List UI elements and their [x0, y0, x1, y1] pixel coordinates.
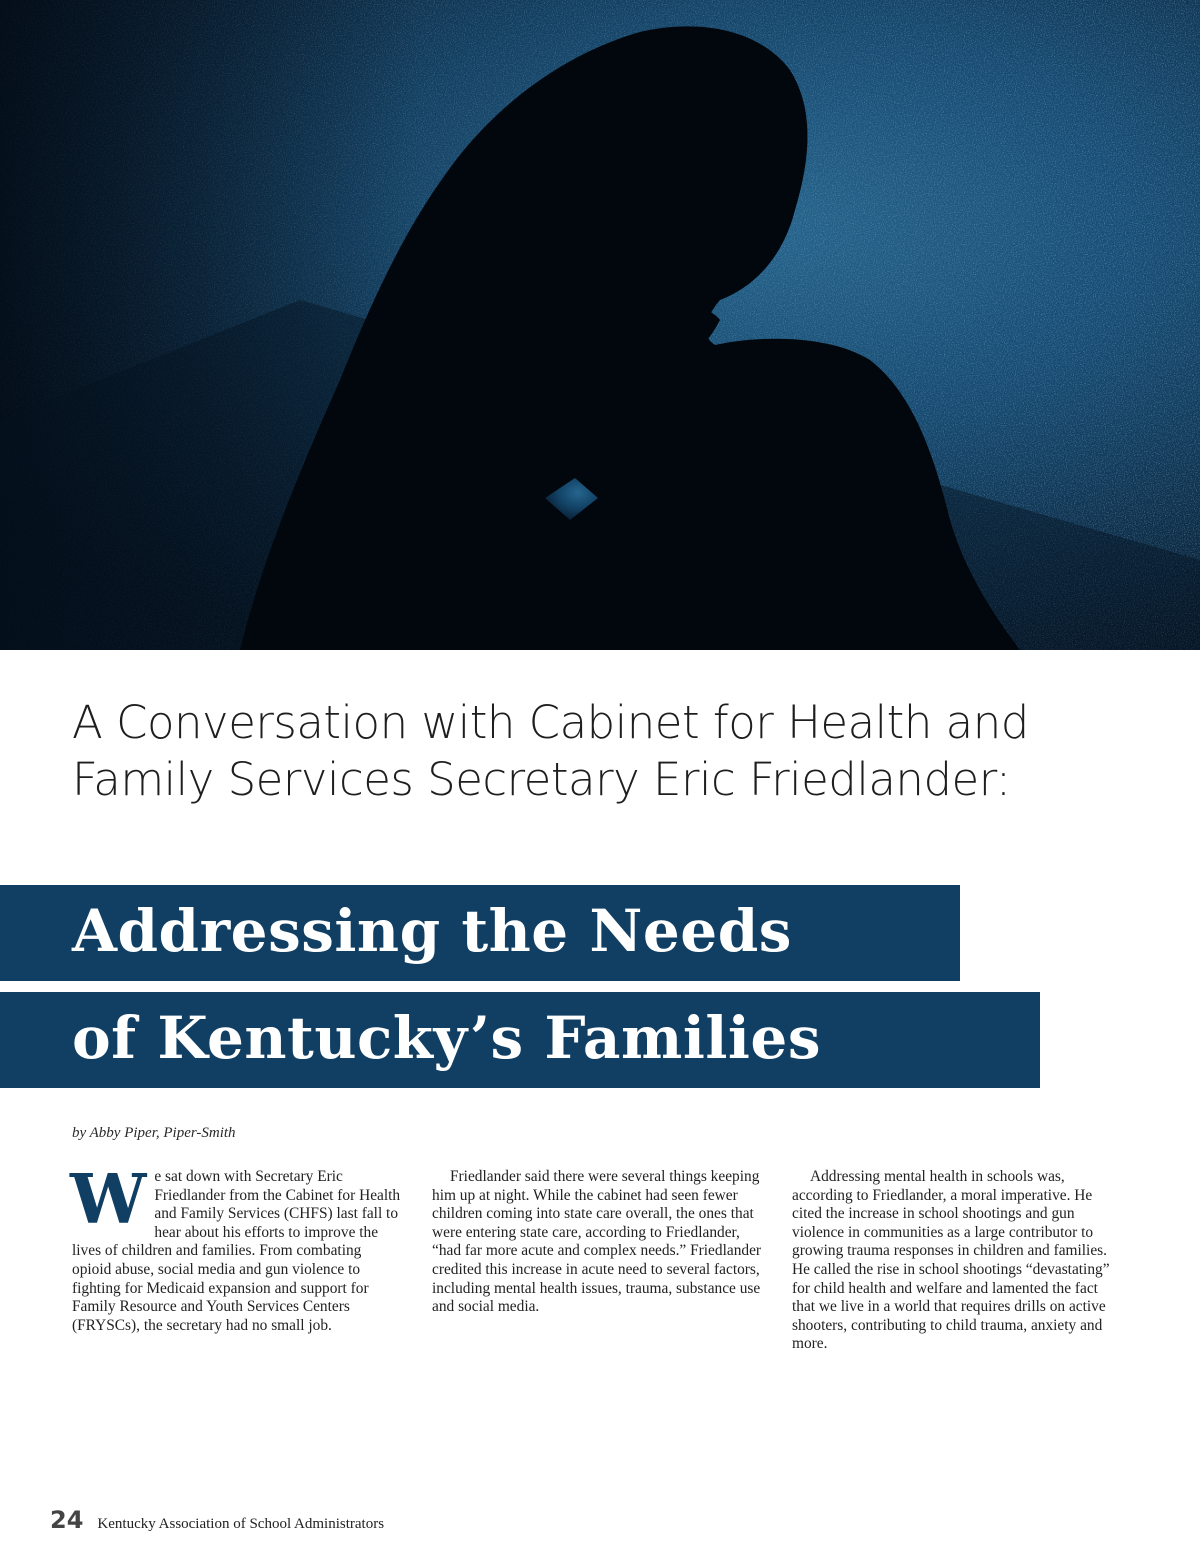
- article-column-2: [432, 1168, 762, 1317]
- article-column-3: [792, 1168, 1122, 1354]
- headline-line-2: of Kentucky’s Families: [72, 1004, 821, 1072]
- headline-band-1: [0, 885, 960, 981]
- column-2-text: Friedlander said there were several things keeping him up at night. While the cabinet had seen fewer children coming into state care overall, the ones that were entering state care, according to Friedlander, “had far more acute and complex needs.” Friedlander credited this increase in acute need to several factors, including mental health issues, trauma, substance use and social media.: [432, 1168, 762, 1316]
- page-footer: [50, 1506, 384, 1536]
- column-3-text: Addressing mental health in schools was, according to Friedlander, a moral imperative. He cited the increase in school shootings and gun violence in communities as a large contributor to growing trauma responses in children and families. He called the rise in school shootings “devastating” for child health and welfare and lamented the fact that we live in a world that requires drills on active shooters, contributing to child trauma, anxiety and more.: [792, 1168, 1110, 1353]
- silhouette-person-photo-icon: [0, 0, 1200, 650]
- headline-line-1: Addressing the Needs: [72, 897, 792, 965]
- column-1-text: e sat down with Secretary Eric Friedlander from the Cabinet for Health and Family Services (CHFS) last fall to hear about his efforts to improve the lives of children and families. From combating opioid abuse, social media and gun violence to fighting for Medicaid expansion and support for Family Resource and Youth Services Centers (FRYSCs), the secretary had no small job.: [72, 1168, 401, 1334]
- publication-name: Kentucky Association of School Administrators: [97, 1516, 385, 1532]
- article-column-1: [70, 1160, 402, 1335]
- lead-title: A Conversation with Cabinet for Health and Family Services Secretary Eric Friedlander:: [72, 696, 1029, 806]
- hero-photo: [0, 0, 1200, 650]
- page-number: 24: [50, 1506, 84, 1534]
- headline-band-2: [0, 992, 1040, 1088]
- byline: by Abby Piper, Piper-Smith: [72, 1125, 236, 1141]
- drop-cap: W: [70, 1160, 147, 1240]
